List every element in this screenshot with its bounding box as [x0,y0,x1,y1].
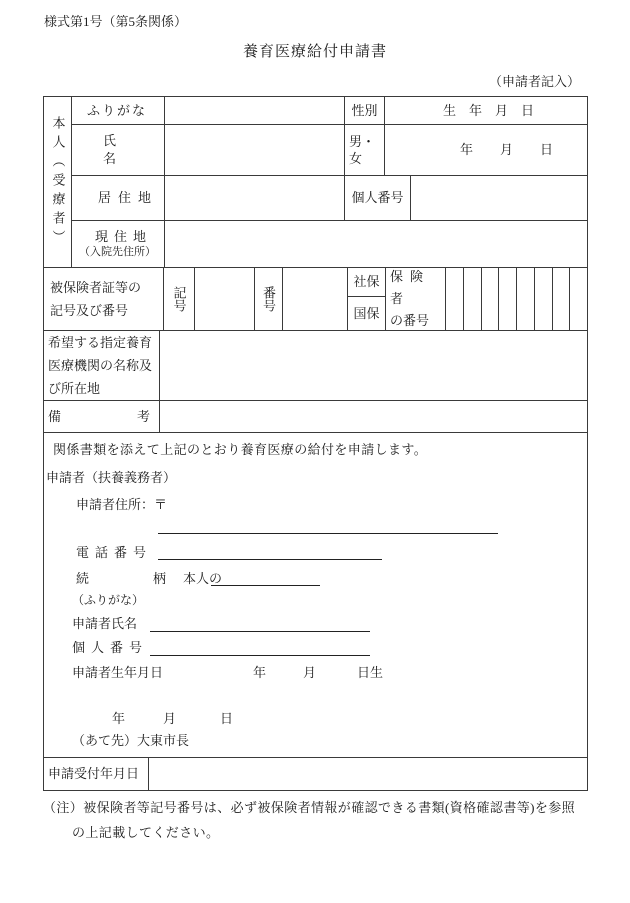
submission-date-year: 年 [112,711,126,726]
birthdate-field[interactable]: 年月日 [385,125,587,176]
footnote-line1: （注）被保険者等記号番号は、必ず被保険者情報が確認できる書類(資格確認書等)を参照 [43,800,576,815]
relation-underline[interactable] [211,585,320,586]
applicant-name-underline[interactable] [150,631,370,632]
insurance-number-field[interactable] [283,268,348,331]
insurer-digit-cell[interactable] [534,268,552,330]
remarks-field[interactable] [160,401,587,433]
facility-label-line2: 医療機関の名称及 [48,358,153,373]
insurance-symbol-field[interactable] [195,268,255,331]
sex-option-female: 女 [349,151,363,166]
insurance-type-shaho[interactable]: 社保 [348,268,386,297]
relation-label-last: 柄 [153,571,167,586]
page-title: 養育医療給付申請書 [242,44,387,60]
applicant-address-label: 申請者住所：〒 [76,497,168,512]
facility-field[interactable] [160,331,587,401]
reception-date-field[interactable] [149,758,587,790]
form-code: 様式第1号（第5条関係） [44,14,188,29]
facility-label [44,331,160,401]
insurer-digit-cell[interactable] [552,268,570,330]
applicant-address-underline[interactable] [158,533,498,534]
applicant-name-label: 申請者氏名 [72,616,138,631]
insurer-digit-cell[interactable] [498,268,516,330]
current-address-label [72,221,165,268]
insurance-label [44,268,164,331]
applicant-birth-month: 月 [303,665,317,680]
insurance-symbol-text: 記号 [171,286,187,312]
applicant-heading: 申請者（扶養義務者） [46,470,177,485]
sex-header: 性別 [345,97,385,125]
insurer-number-line2: の番号 [390,313,430,328]
insurer-digit-cell[interactable] [463,268,481,330]
residence-field[interactable] [165,176,345,221]
submission-date-day: 日 [220,711,234,726]
sex-option-male: 男・ [349,134,376,149]
applicant-personal-no-underline[interactable] [150,655,370,656]
phone-label: 電話番号 [76,545,153,560]
insurance-type-kokuho[interactable]: 国保 [348,297,386,331]
insurer-number-label [386,268,446,331]
insurance-symbol-label [164,268,195,331]
relation-label-first: 続 [76,571,90,586]
insurer-digit-cell[interactable] [481,268,499,330]
name-label: 氏名 [72,125,165,176]
sex-options[interactable] [345,125,385,176]
insurer-number-line1: 保険者 [390,269,431,306]
applicant-birth-year: 年 [253,665,267,680]
applicant-birth-label: 申請者生年月日 [72,665,164,680]
furigana-label: ふりがな [72,97,165,125]
name-field[interactable] [165,125,345,176]
remarks-label-first: 備 [48,408,62,424]
furigana-field[interactable] [165,97,345,125]
personal-number-label: 個人番号 [345,176,411,221]
patient-side-label: 本人（受療者） [44,97,72,268]
insurance-label-line2: 記号及び番号 [50,303,129,318]
current-address-line1: 現住地 [95,229,153,244]
fill-note: （申請者記入） [488,74,580,89]
applicant-personal-no-label: 個人番号 [72,640,149,655]
applicant-section [44,433,587,758]
facility-label-line1: 希望する指定養育 [48,335,153,350]
submission-date-month: 月 [163,711,177,726]
remarks-label [44,401,160,433]
personal-number-field[interactable] [411,176,587,221]
relation-prefix: 本人の [183,571,223,586]
reception-date-label: 申請受付年月日 [44,758,149,790]
remarks-label-last: 考 [136,408,150,424]
footnote-line2: の上記載してください。 [72,825,220,840]
insurer-digit-cell[interactable] [516,268,534,330]
birthdate-header: 生年月日 [385,97,587,125]
furigana-note: （ふりがな） [72,593,145,607]
applicant-birth-day: 日生 [357,665,384,680]
residence-label: 居住地 [72,176,165,221]
current-address-line2: （入院先住所） [79,246,156,258]
phone-underline[interactable] [158,559,382,560]
current-address-field[interactable] [165,221,587,268]
form-table [43,96,588,791]
insurer-number-digit-cells [446,268,587,331]
insurance-number-label [255,268,283,331]
insurance-label-line1: 被保険者証等の [50,280,142,295]
declaration-text: 関係書類を添えて上記のとおり養育医療の給付を申請します。 [53,442,428,457]
insurer-digit-cell[interactable] [446,268,463,330]
insurance-number-text: 番号 [261,286,276,312]
facility-label-line3: び所在地 [48,381,101,396]
addressee: （あて先）大東市長 [72,733,190,748]
insurer-digit-cell[interactable] [569,268,587,330]
